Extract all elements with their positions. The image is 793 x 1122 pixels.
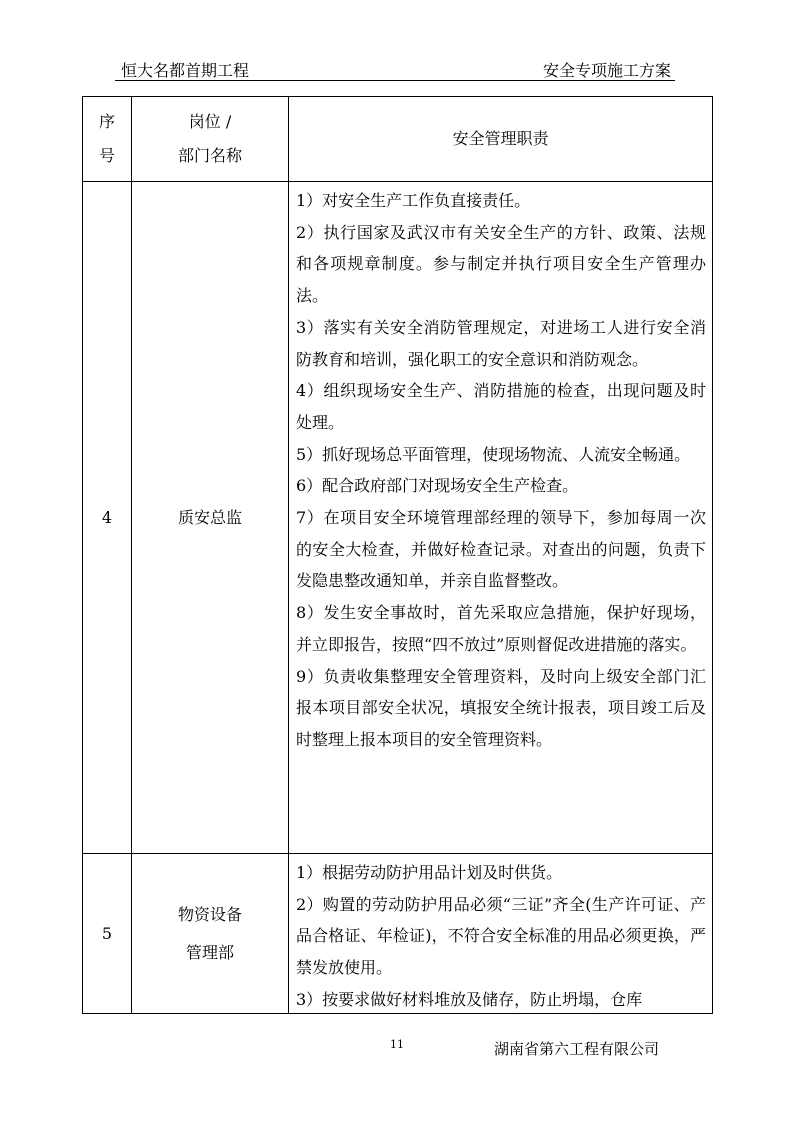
duty-item: 3）落实有关安全消防管理规定，对进场工人进行安全消防教育和培训，强化职工的安全意识和消防观念。 bbox=[296, 317, 706, 369]
project-name: 恒大名都首期工程 bbox=[121, 61, 250, 80]
table-row bbox=[83, 854, 713, 1014]
page-header bbox=[115, 56, 675, 81]
duty-item: 1）对安全生产工作负直接责任。 bbox=[296, 191, 531, 210]
duty-item: 6）配合政府部门对现场安全生产检查。 bbox=[296, 476, 579, 496]
company-name: 湖南省第六工程有限公司 bbox=[494, 1040, 660, 1058]
header-department-line1: 岗位 / bbox=[188, 112, 232, 131]
page-number: 11 bbox=[390, 1038, 404, 1051]
duty-item: 3）按要求做好材料堆放及储存，防止坍塌，仓库 bbox=[296, 989, 643, 1009]
department-name-line2: 管理部 bbox=[185, 942, 234, 962]
row-duties bbox=[289, 182, 713, 854]
row-number: 4 bbox=[83, 182, 132, 854]
header-duties: 安全管理职责 bbox=[289, 97, 713, 182]
duty-item: 7）在项目安全环境管理部经理的领导下，参加每周一次的安全大检查，并做好检查记录。对查出的问题，负责下发隐患整改通知单，并亲自监督整改。 bbox=[296, 508, 706, 591]
header-number-line2: 号 bbox=[98, 146, 115, 165]
duty-item: 8）发生安全事故时，首先采取应急措施，保护好现场，并立即报告，按照“四不放过”原则督促改进措施的落实。 bbox=[296, 603, 706, 654]
table-row bbox=[83, 182, 713, 854]
duty-item: 1）根据劳动防护用品计划及时供货。 bbox=[296, 863, 563, 882]
row-department bbox=[132, 854, 289, 1014]
header-department-line2: 部门名称 bbox=[177, 146, 242, 165]
row-duties bbox=[289, 854, 713, 1014]
table-header-row bbox=[83, 97, 713, 182]
header-number bbox=[83, 97, 132, 182]
duty-item: 4）组织现场安全生产、消防措施的检查，出现问题及时处理。 bbox=[296, 381, 706, 432]
row-number: 5 bbox=[83, 854, 132, 1014]
duty-item: 2）购置的劳动防护用品必须“三证”齐全(生产许可证、产品合格证、年检证)，不符合安全标准的用品必须更换，严禁发放使用。 bbox=[296, 894, 706, 978]
duty-item: 5）抓好现场总平面管理，使现场物流、人流安全畅通。 bbox=[296, 444, 691, 464]
header-number-line1: 序 bbox=[98, 112, 115, 131]
document-title: 安全专项施工方案 bbox=[542, 61, 671, 80]
department-name-line1: 物资设备 bbox=[177, 904, 242, 924]
row-department bbox=[132, 182, 289, 854]
safety-duties-table bbox=[82, 96, 713, 1014]
department-name: 质安总监 bbox=[177, 507, 242, 527]
duty-item: 9）负责收集整理安全管理资料，及时向上级安全部门汇报本项目部安全状况，填报安全统计报表，项目竣工后及时整理上报本项目的安全管理资料。 bbox=[296, 666, 706, 749]
header-department bbox=[132, 97, 289, 182]
duty-item: 2）执行国家及武汉市有关安全生产的方针、政策、法规和各项规章制度。参与制定并执行项目安全生产管理办法。 bbox=[296, 222, 706, 306]
